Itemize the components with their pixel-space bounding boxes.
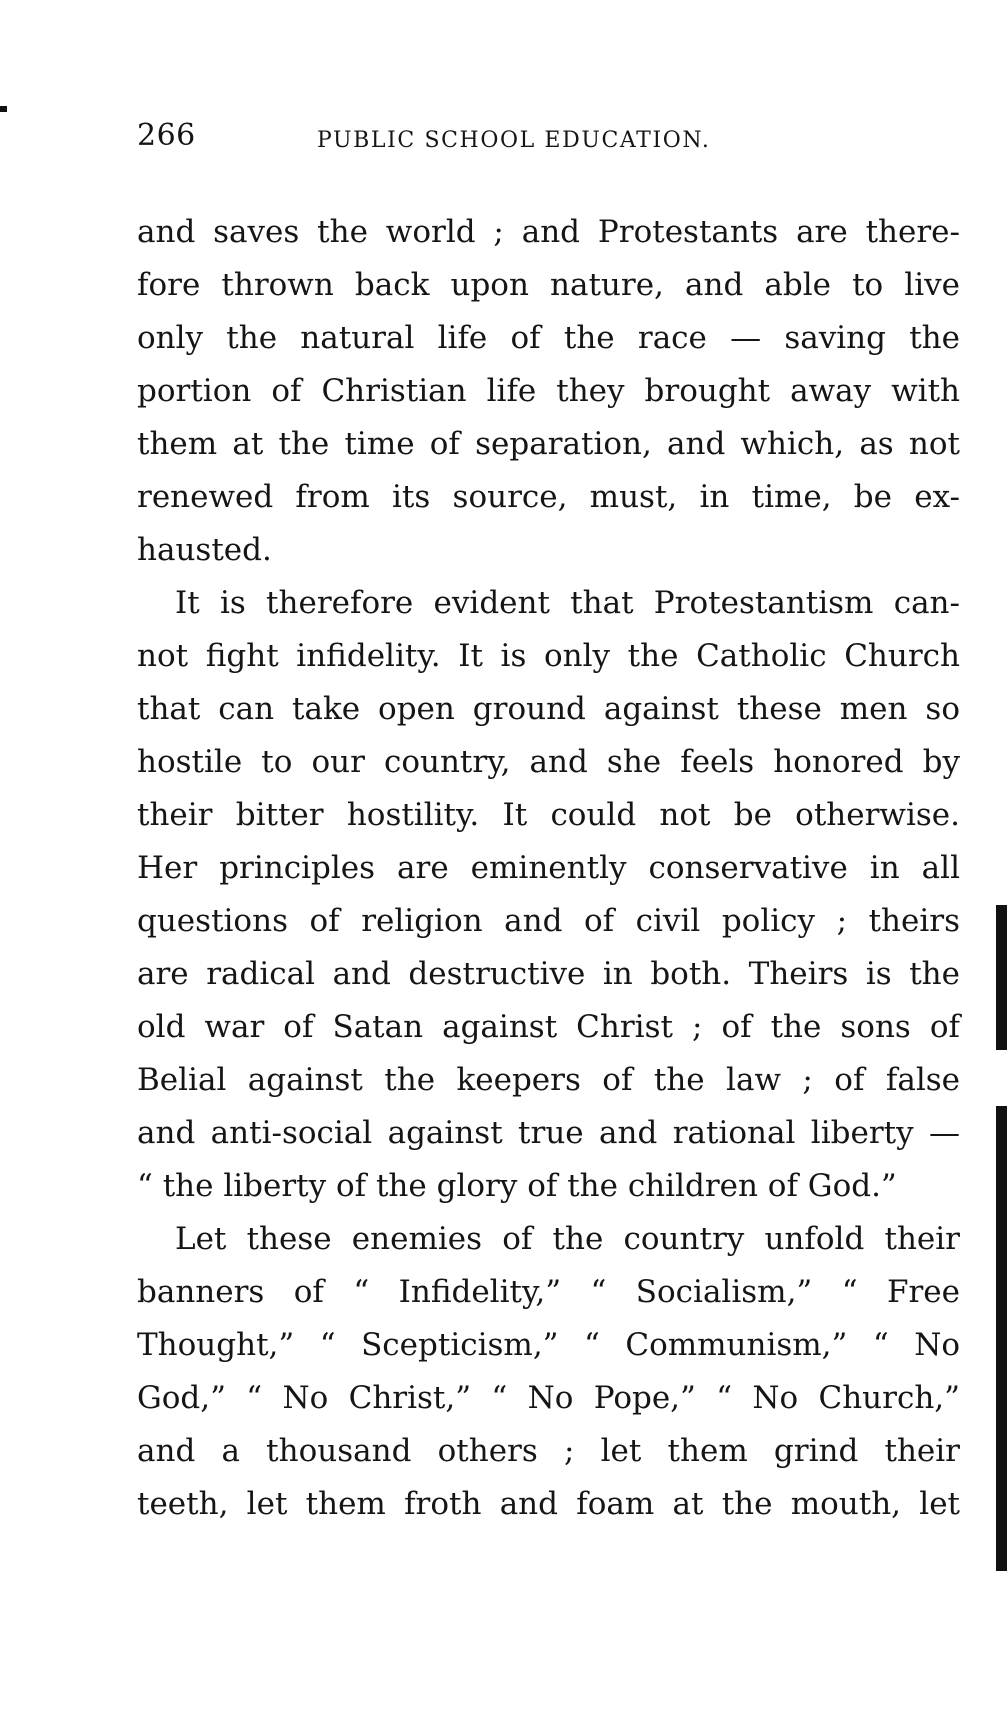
page-header bbox=[137, 118, 967, 168]
paragraph-1 bbox=[137, 206, 960, 577]
text-line: questions of religion and of civil policy ; theirs bbox=[137, 903, 960, 939]
text-line: not fight infidelity. It is only the Catholic Church bbox=[137, 638, 960, 674]
page-body bbox=[137, 206, 960, 1531]
text-line: banners of “ Infidelity,” “ Socialism,” “ Free bbox=[137, 1274, 960, 1310]
text-line: Her principles are eminently conservative in all bbox=[137, 850, 960, 886]
text-line: renewed from its source, must, in time, be ex- bbox=[137, 479, 960, 515]
text-line: old war of Satan against Christ ; of the sons of bbox=[137, 1009, 960, 1045]
text-line: their bitter hostility. It could not be otherwise. bbox=[137, 797, 960, 833]
running-title: PUBLIC SCHOOL EDUCATION. bbox=[317, 128, 711, 153]
text-line: Let these enemies of the country unfold their bbox=[175, 1221, 960, 1257]
text-line: and saves the world ; and Protestants are there- bbox=[137, 214, 960, 250]
text-line: portion of Christian life they brought away with bbox=[137, 373, 960, 409]
text-line: are radical and destructive in both. Theirs is the bbox=[137, 956, 960, 992]
text-line: and anti-social against true and rational liberty — bbox=[137, 1115, 960, 1151]
text-line: God,” “ No Christ,” “ No Pope,” “ No Church,” bbox=[137, 1380, 960, 1416]
text-line: teeth, let them froth and foam at the mouth, let bbox=[137, 1486, 960, 1522]
paragraph-2 bbox=[137, 577, 960, 1213]
margin-scan-bar bbox=[996, 1106, 1007, 1571]
text-line: Thought,” “ Scepticism,” “ Communism,” “ No bbox=[137, 1327, 960, 1363]
text-line: It is therefore evident that Protestantism can- bbox=[175, 585, 960, 621]
text-line: and a thousand others ; let them grind their bbox=[137, 1433, 960, 1469]
text-line: Belial against the keepers of the law ; of false bbox=[137, 1062, 960, 1098]
text-line: that can take open ground against these men so bbox=[137, 691, 960, 727]
text-line: only the natural life of the race — saving the bbox=[137, 320, 960, 356]
text-line: “ the liberty of the glory of the children of God.” bbox=[137, 1168, 897, 1204]
text-line: hostile to our country, and she feels honored by bbox=[137, 744, 960, 780]
margin-mark bbox=[0, 106, 7, 112]
text-line: them at the time of separation, and which, as not bbox=[137, 426, 960, 462]
text-line: fore thrown back upon nature, and able to live bbox=[137, 267, 960, 303]
text-line: hausted. bbox=[137, 532, 272, 568]
margin-scan-bar bbox=[996, 905, 1007, 1050]
paragraph-3 bbox=[137, 1213, 960, 1531]
page-number: 266 bbox=[137, 118, 196, 153]
